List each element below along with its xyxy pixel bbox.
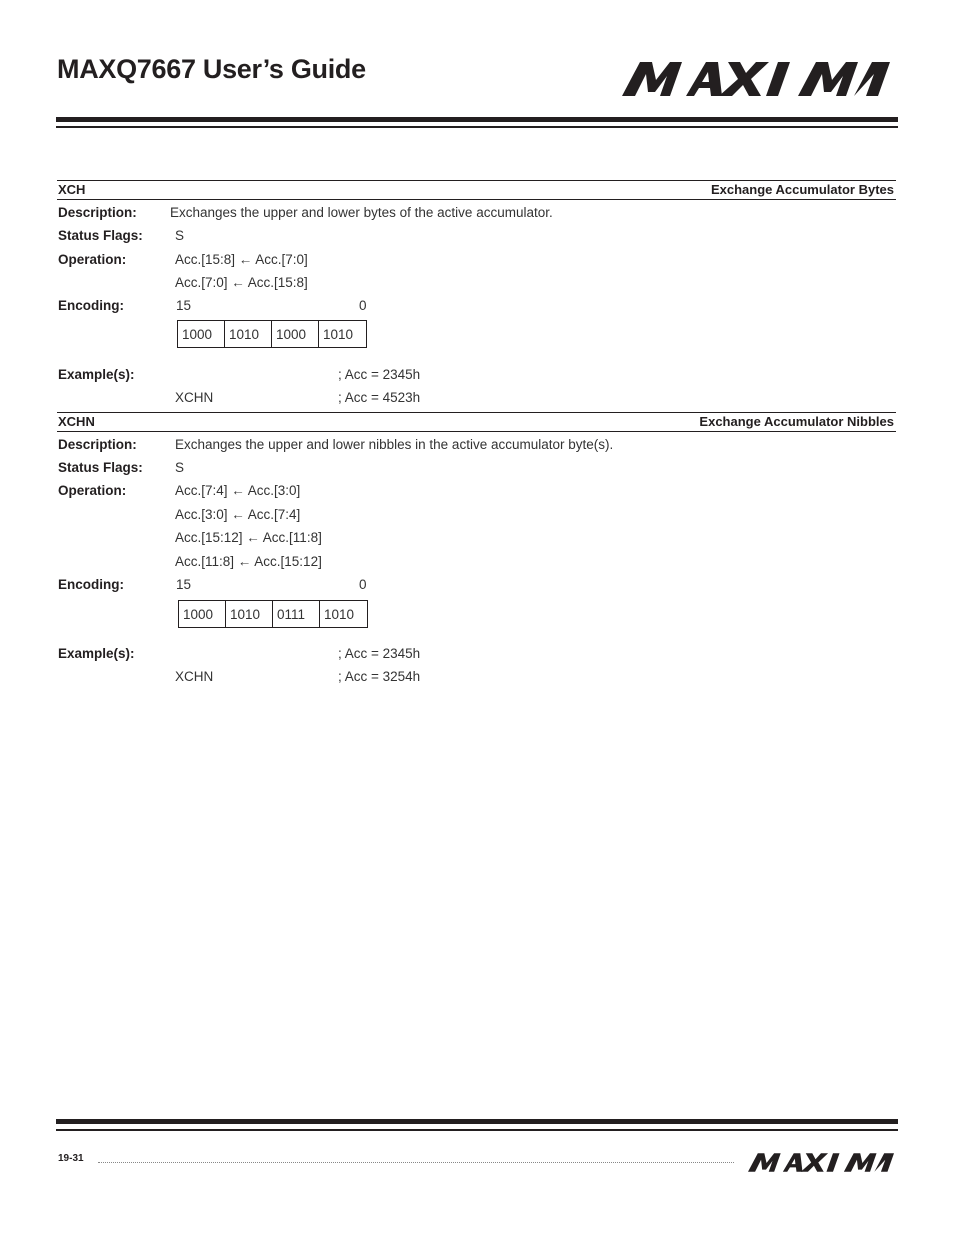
instruction-name: Exchange Accumulator Bytes [710, 182, 894, 197]
example-code: XCHN [175, 390, 214, 405]
encoding-box [177, 320, 367, 348]
instruction-name: Exchange Accumulator Nibbles [699, 414, 894, 429]
operation-line: Acc.[7:0] ← Acc.[15:8] [175, 275, 308, 290]
page-number: 19-31 [58, 1153, 84, 1164]
description-text: Exchanges the upper and lower nibbles in the active accumulator byte(s). [175, 437, 614, 452]
status-flags-value: S [175, 460, 185, 475]
encoding-nibble: 1000 [272, 321, 319, 347]
status-flags-label: Status Flags: [58, 228, 143, 243]
encoding-nibble: 1010 [225, 321, 272, 347]
mnemonic: XCHN [58, 414, 95, 429]
footer-rule-thin [56, 1129, 898, 1131]
encoding-nibble: 1010 [323, 326, 354, 342]
encoding-msb: 15 [176, 577, 192, 592]
example-comment: ; Acc = 2345h [338, 646, 421, 661]
encoding-lsb: 0 [359, 298, 367, 313]
page-title: MAXQ7667 User’s Guide [57, 54, 366, 84]
operation-line: Acc.[15:12] ← Acc.[11:8] [175, 530, 322, 545]
operation-label: Operation: [58, 252, 127, 267]
description-text: Exchanges the upper and lower bytes of the active accumulator. [170, 205, 553, 220]
example-comment: ; Acc = 3254h [338, 669, 421, 684]
footer-divider [98, 1162, 734, 1163]
header-rule-thick [56, 117, 898, 122]
section-header-xchn [57, 412, 896, 432]
encoding-nibble: 1000 [179, 601, 226, 627]
mnemonic: XCH [58, 182, 86, 197]
encoding-label: Encoding: [58, 577, 124, 592]
examples-label: Example(s): [58, 367, 135, 382]
operation-line: Acc.[3:0] ← Acc.[7:4] [175, 507, 301, 522]
operation-line: Acc.[7:4] ← Acc.[3:0] [175, 483, 301, 498]
header-rule-thin [56, 126, 898, 128]
encoding-label: Encoding: [58, 298, 124, 313]
encoding-nibble: 1010 [226, 601, 273, 627]
encoding-lsb: 0 [359, 577, 367, 592]
maxim-logo-footer [748, 1153, 894, 1172]
example-code: XCHN [175, 669, 214, 684]
status-flags-label: Status Flags: [58, 460, 143, 475]
footer-rule-thick [56, 1119, 898, 1124]
status-flags-value: S [175, 228, 185, 243]
example-comment: ; Acc = 4523h [338, 390, 421, 405]
maxim-logo [622, 62, 890, 96]
operation-line: Acc.[15:8] ← Acc.[7:0] [175, 252, 308, 267]
description-label: Description: [58, 437, 137, 452]
operation-line: Acc.[11:8] ← Acc.[15:12] [175, 554, 322, 569]
encoding-box [178, 600, 368, 628]
operation-label: Operation: [58, 483, 127, 498]
examples-label: Example(s): [58, 646, 135, 661]
encoding-nibble: 1000 [178, 321, 225, 347]
description-label: Description: [58, 205, 137, 220]
encoding-nibble: 1010 [324, 606, 355, 622]
encoding-nibble: 0111 [273, 601, 320, 627]
example-comment: ; Acc = 2345h [338, 367, 421, 382]
encoding-msb: 15 [176, 298, 192, 313]
section-header-xch [57, 180, 896, 200]
